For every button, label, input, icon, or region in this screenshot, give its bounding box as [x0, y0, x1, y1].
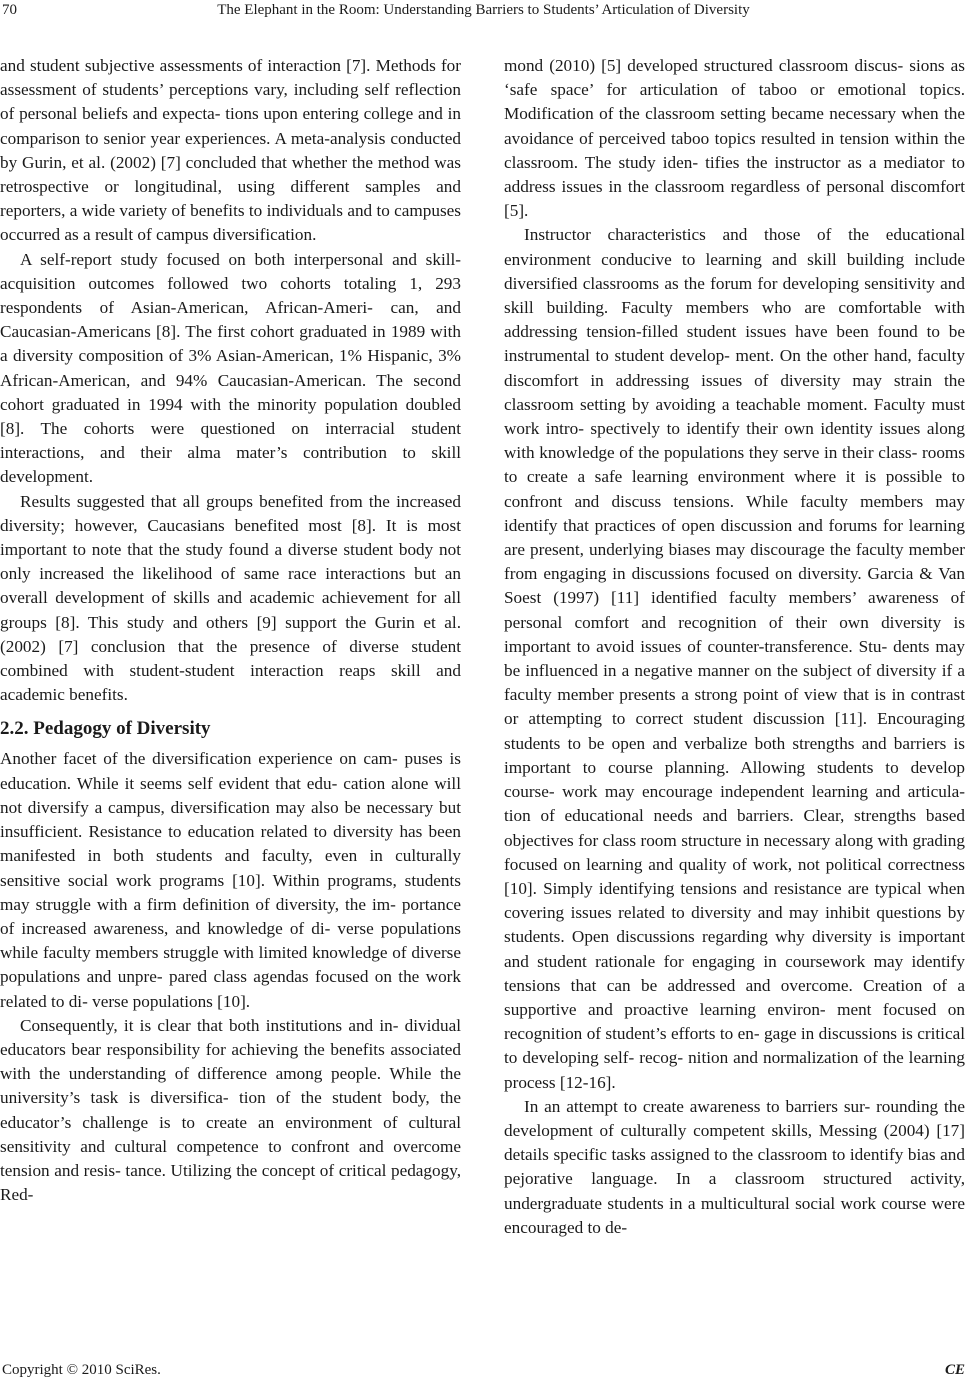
right-paragraph-2: Instructor characteristics and those of the educational environment conducive to learning and skill building include diversified classrooms as the forum for developing sensitivity and skill building. Faculty members who are comfortable with addressing tension-filled student issues have been found to be instrumental to student develop- ment. On the other hand, faculty discomfort in addressing issues of diversity may strain the classroom setting by avoiding a teachable moment. Faculty must work intro- spectively to identify their own identity issues along with knowledge of the populations they serve in their class- rooms to create a safe learning environment where it is possible to confront and discuss tensions. While faculty members may identify that practices of open discussion and forums for learning are present, underlying biases may discourage the faculty member from engaging in discussions focused on diversity. Garcia & Van Soest (1997) [11] identified faculty members’ awareness of personal comfort and recognition of their own diversity is important to avoid issues of counter-transference. Stu- dents may be influenced in a negative manner on the subject of diversity if a faculty member presents a strong point of view that is in contrast or attempting to correct student discussion [11]. Encouraging students to be open and verbalize both strengths and barriers is important to course planning. Allowing students to develop course- work may encourage independent learning and articula- tion of educational needs and barriers. Clear, strengths based objectives for class room structure in necessary along with grading focused on learning and quality of work, not political correctness [10]. Simply identifying tensions and resistance are typical when covering issues related to diversity and may inhibit questions by students. Open discussions regarding why diversity is important and student rationale for engaging in coursework may identify tensions that can be addressed and overcome. Creation of a supportive and proactive learning environ- ment focused on recognition of student’s efforts to en- gage in discussions is critical to developing self- recog- nition and normalization of the learning process [12-16]. [504, 225, 965, 1092]
right-paragraph-1: mond (2010) [5] developed structured classroom discus- sions as ‘safe space’ for articulation of taboo or emotional topics. Modification of the classroom setting became necessary when the avoidance of perceived taboo topics resulted in tension within the classroom. The study iden- tifies the instructor as a mediator to address issues in the classroom regardless of personal discomfort [5]. [504, 56, 965, 221]
journal-abbreviation: CE [944, 1362, 965, 1378]
running-title: The Elephant in the Room: Understanding Barriers to Students’ Articulation of Diversity [217, 2, 750, 18]
copyright-notice: Copyright © 2010 SciRes. [2, 1362, 161, 1378]
left-paragraph-1: and student subjective assessments of interaction [7]. Methods for assessment of students’ perceptions vary, including self reflection of personal beliefs and expecta- tions upon entering college and in comparison to senior year experiences. A meta-analysis conducted by Gurin, et al. (2002) [7] concluded that whether the method was retrospective or longitudinal, using different samples and reporters, a wide variety of benefits to individuals and to campuses occurred as a result of campus diversification. [0, 56, 461, 245]
left-column [0, 54, 461, 1207]
page-header [0, 0, 967, 30]
right-column [504, 54, 965, 1240]
page-number: 70 [2, 2, 17, 18]
left-paragraph-4: Another facet of the diversification experience on cam- puses is education. While it seems self evident that edu- cation alone will not diversify a campus, diversification may also be necessary but insufficient. Resistance to education related to diversity has been manifested in both students and faculty, even in culturally sensitive social work programs [10]. Within programs, students may struggle with a firm definition of diversity, the im- portance of increased awareness, and knowledge of di- verse populations while faculty members struggle with limited knowledge of diverse populations and unpre- pared class agendas focused on the work related to di- verse populations [10]. [0, 749, 461, 1011]
left-paragraph-5: Consequently, it is clear that both institutions and in- dividual educators bear responsibility for achieving the benefits associated with the understanding of difference among people. While the university’s task is diversifica- tion of the student body, the educator’s challenge is to create an environment of cultural sensitivity and cultural competence to confront and overcome tension and resis- tance. Utilizing the concept of critical pedagogy, Red- [0, 1015, 461, 1205]
left-paragraph-2: A self-report study focused on both interpersonal and skill-acquisition outcomes followed two cohorts totaling 1, 293 respondents of Asian-American, African-Ameri- can, and Caucasian-Americans [8]. The first cohort graduated in 1989 with a diversity composition of 3% Asian-American, 1% Hispanic, 3% African-American, and 94% Caucasian-American. The second cohort graduated in 1994 with the minority population doubled [8]. The cohorts were questioned on interracial student interactions, and their alma mater’s contribution to skill development. [0, 249, 461, 487]
left-paragraph-3: Results suggested that all groups benefited from the increased diversity; however, Caucasians benefited most [8]. It is most important to note that the study found a diverse student body not only increased the likelihood of same race interactions but an overall development of skills and academic achievement for all groups [8]. This study and others [9] support the Gurin et al. (2002) [7] conclusion that the presence of diverse student combined with student-student interaction reaps skill and academic benefits. [0, 491, 461, 705]
section-heading: 2.2. Pedagogy of Diversity [0, 718, 211, 740]
right-paragraph-3: In an attempt to create awareness to barriers sur- rounding the development of culturally competent skills, Messing (2004) [17] details specific tasks assigned to the classroom to identify bias and pejorative language. In a classroom structured activity, undergraduate students in a multicultural social work course were encouraged to de- [504, 1096, 965, 1237]
